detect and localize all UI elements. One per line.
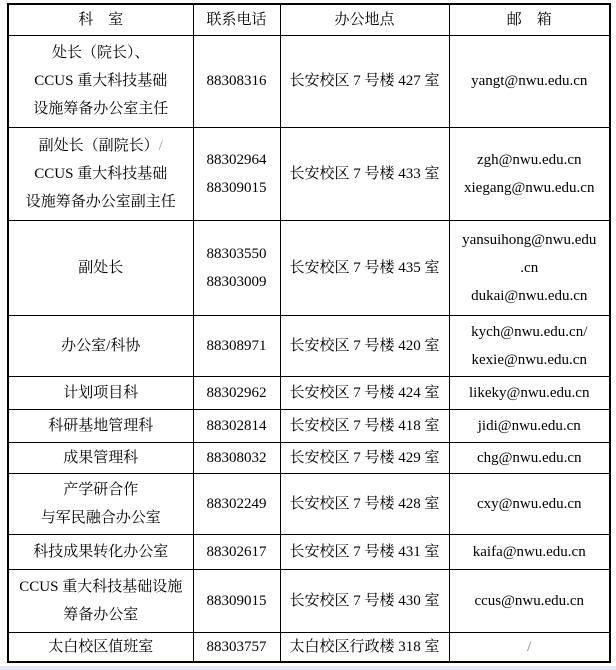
location-cell: 长安校区 7 号楼 431 室: [280, 534, 449, 569]
location-cell: 长安校区 7 号楼 430 室: [280, 569, 449, 632]
dept-cell: [8, 127, 193, 220]
table-row: [8, 569, 610, 632]
phone-cell: [193, 127, 280, 220]
header-email: 邮 箱: [449, 4, 610, 35]
phone-cell: 88308316: [193, 35, 280, 127]
location-cell: 长安校区 7 号楼 433 室: [280, 127, 449, 220]
dept-line: 副处长（副院长）/: [38, 137, 163, 154]
header-row: [8, 4, 610, 35]
dept-cell: [8, 35, 193, 127]
bottom-edge-strip: [0, 666, 616, 670]
phone-line: 88303550: [206, 245, 267, 262]
phone-cell: 88308032: [193, 442, 280, 473]
dept-cell: 副处长: [8, 220, 193, 315]
table-row: [8, 376, 610, 409]
location-cell: 太白校区行政楼 318 室: [280, 632, 449, 662]
location-cell: 长安校区 7 号楼 428 室: [280, 473, 449, 534]
email-cell: cxy@nwu.edu.cn: [449, 473, 610, 534]
dept-cell: [8, 473, 193, 534]
email-cell: ccus@nwu.edu.cn: [449, 569, 610, 632]
location-cell: 长安校区 7 号楼 429 室: [280, 442, 449, 473]
phone-cell: 88302814: [193, 409, 280, 442]
dept-cell: 成果管理科: [8, 442, 193, 473]
table-row: [8, 632, 610, 662]
location-cell: 长安校区 7 号楼 420 室: [280, 315, 449, 376]
dept-line: CCUS 重大科技基础: [34, 165, 168, 182]
table-row: [8, 534, 610, 569]
phone-cell: 88309015: [193, 569, 280, 632]
phone-cell: 88302617: [193, 534, 280, 569]
email-cell: [449, 220, 610, 315]
table-row: [8, 220, 610, 315]
location-cell: 长安校区 7 号楼 424 室: [280, 376, 449, 409]
email-cell: [449, 315, 610, 376]
dept-cell: 太白校区值班室: [8, 632, 193, 662]
location-cell: 长安校区 7 号楼 427 室: [280, 35, 449, 127]
email-line: yansuihong@nwu.edu: [462, 231, 597, 248]
header-phone: 联系电话: [193, 4, 280, 35]
phone-cell: [193, 220, 280, 315]
email-line: dukai@nwu.edu.cn: [471, 287, 588, 304]
dept-cell: 科技成果转化办公室: [8, 534, 193, 569]
email-line: kych@nwu.edu.cn/: [471, 323, 588, 340]
location-cell: 长安校区 7 号楼 418 室: [280, 409, 449, 442]
email-cell: chg@nwu.edu.cn: [449, 442, 610, 473]
dept-line: CCUS 重大科技基础: [34, 73, 168, 89]
dept-line: 产学研合作: [63, 481, 139, 498]
dept-line: CCUS 重大科技基础设施: [19, 578, 183, 595]
email-cell: yangt@nwu.edu.cn: [449, 35, 610, 127]
header-dept: 科 室: [8, 4, 193, 35]
phone-cell: 88302249: [193, 473, 280, 534]
contact-table: [7, 3, 611, 663]
email-cell: likeky@nwu.edu.cn: [449, 376, 610, 409]
table-row: [8, 409, 610, 442]
dept-line: 设施筹备办公室副主任: [25, 193, 176, 210]
dept-line: 筹备办公室: [63, 606, 139, 623]
dept-cell: [8, 569, 193, 632]
table-row: [8, 127, 610, 220]
email-cell: jidi@nwu.edu.cn: [449, 409, 610, 442]
location-cell: 长安校区 7 号楼 435 室: [280, 220, 449, 315]
table-row: [8, 473, 610, 534]
email-line: xiegang@nwu.edu.cn: [464, 179, 595, 196]
phone-line: 88302964: [206, 151, 267, 168]
phone-cell: 88308971: [193, 315, 280, 376]
dept-line: 与军民融合办公室: [40, 509, 161, 526]
dept-line: 设施筹备办公室主任: [33, 101, 169, 117]
table-row: [8, 442, 610, 473]
phone-cell: 88302962: [193, 376, 280, 409]
phone-cell: 88303757: [193, 632, 280, 662]
blue-slash-mark: /: [158, 137, 163, 154]
email-line: kexie@nwu.edu.cn: [471, 351, 587, 368]
header-location: 办公地点: [280, 4, 449, 35]
email-line: zgh@nwu.edu.cn: [476, 151, 582, 168]
table-row: [8, 35, 610, 127]
phone-line: 88303009: [206, 273, 267, 290]
dept-line: 处长（院长）、: [51, 45, 150, 61]
email-cell: kaifa@nwu.edu.cn: [449, 534, 610, 569]
dept-cell: 科研基地管理科: [8, 409, 193, 442]
phone-line: 88309015: [206, 179, 267, 196]
dept-cell: 计划项目科: [8, 376, 193, 409]
email-cell: /: [449, 632, 610, 662]
email-cell: [449, 127, 610, 220]
table-row: [8, 315, 610, 376]
dept-cell: 办公室/科协: [8, 315, 193, 376]
email-line: .cn: [520, 259, 539, 276]
